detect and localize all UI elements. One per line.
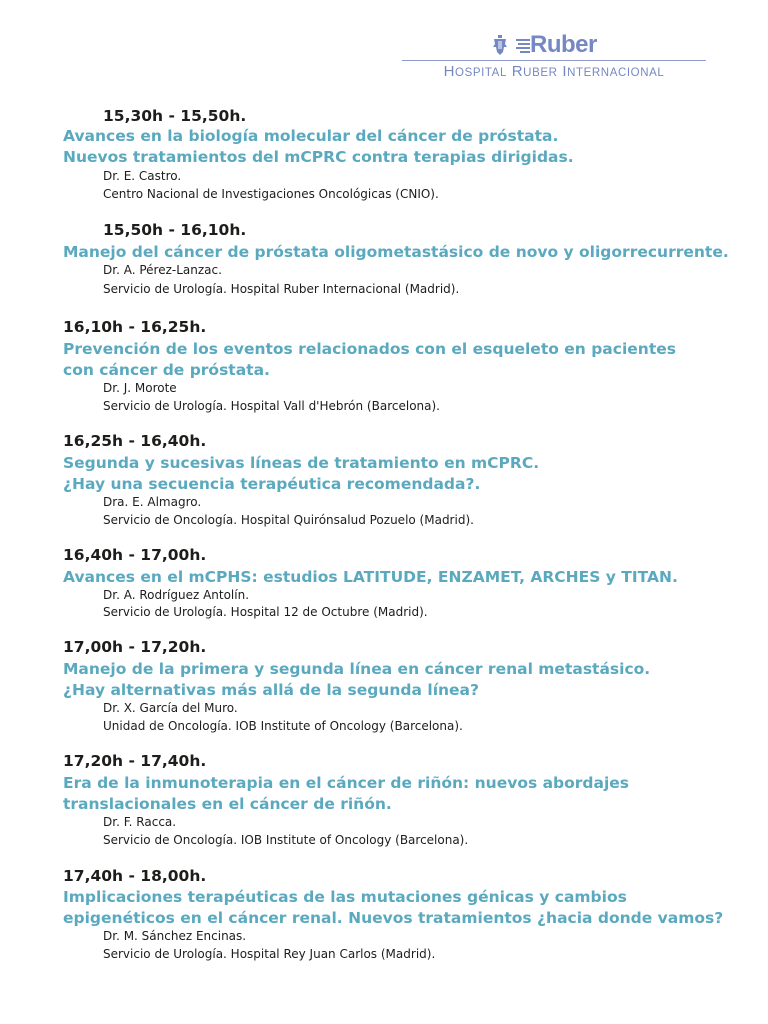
session-affiliation: Unidad de Oncología. IOB Institute of Oncology (Barcelona). — [103, 719, 463, 733]
session-speaker: Dr. A. Rodríguez Antolín. — [103, 588, 250, 602]
session-affiliation: Servicio de Urología. Hospital Vall d'Hebrón (Barcelona). — [103, 399, 440, 413]
crest-icon — [492, 35, 508, 55]
session-speaker: Dr. F. Racca. — [103, 815, 177, 829]
session-title-line: con cáncer de próstata. — [63, 361, 270, 379]
session-affiliation: Servicio de Urología. Hospital 12 de Octubre (Madrid). — [103, 605, 428, 619]
session-title-line: Prevención de los eventos relacionados con el esqueleto en pacientes — [63, 340, 676, 358]
session-title-line: Era de la inmunoterapia en el cáncer de riñón: nuevos abordajes — [63, 774, 630, 792]
session-speaker: Dra. E. Almagro. — [103, 495, 202, 509]
session-title-line: Manejo de la primera y segunda línea en cáncer renal metastásico. — [63, 660, 651, 678]
session-title-line: Avances en la biología molecular del cáncer de próstata. — [63, 127, 559, 145]
session-time: 16,40h - 17,00h. — [63, 546, 207, 564]
arrow-lines-icon — [516, 35, 530, 55]
session-time: 17,00h - 17,20h. — [63, 638, 207, 656]
session-title-line: epigenéticos en el cáncer renal. Nuevos tratamientos ¿hacia donde vamos? — [63, 909, 724, 927]
session-speaker: Dr. M. Sánchez Encinas. — [103, 929, 247, 943]
session-time: 17,40h - 18,00h. — [63, 867, 207, 885]
session-affiliation: Servicio de Oncología. Hospital Quirónsalud Pozuelo (Madrid). — [103, 513, 474, 527]
session-speaker: Dr. E. Castro. — [103, 169, 182, 183]
session-title-line: ¿Hay una secuencia terapéutica recomendada?. — [63, 475, 481, 493]
session-title-line: Avances en el mCPHS: estudios LATITUDE, ENZAMET, ARCHES y TITAN. — [63, 568, 678, 586]
session-time: 15,30h - 15,50h. — [103, 107, 247, 125]
session-title-line: Nuevos tratamientos del mCPRC contra terapias dirigidas. — [63, 148, 574, 166]
session-affiliation: Centro Nacional de Investigaciones Oncológicas (CNIO). — [103, 187, 439, 201]
session-affiliation: Servicio de Urología. Hospital Ruber Internacional (Madrid). — [103, 282, 460, 296]
session-title-line: Segunda y sucesivas líneas de tratamiento en mCPRC. — [63, 454, 540, 472]
logo-divider — [402, 60, 706, 61]
session-time: 16,25h - 16,40h. — [63, 432, 207, 450]
hospital-name: HOSPITAL RUBER INTERNACIONAL — [443, 63, 665, 80]
hospital-logo — [400, 30, 708, 82]
brand-name: Ruber — [530, 31, 597, 58]
session-speaker: Dr. X. García del Muro. — [103, 701, 238, 715]
logo-mark — [492, 32, 597, 58]
ruber-wordmark — [516, 32, 597, 58]
session-title-line: translacionales en el cáncer de riñón. — [63, 795, 392, 813]
session-title-line: Manejo del cáncer de próstata oligometastásico de novo y oligorrecurrente. — [63, 243, 729, 261]
session-title-line: ¿Hay alternativas más allá de la segunda línea? — [63, 681, 480, 699]
session-speaker: Dr. A. Pérez-Lanzac. — [103, 263, 222, 277]
session-title-line: Implicaciones terapéuticas de las mutaciones génicas y cambios — [63, 888, 627, 906]
session-time: 16,10h - 16,25h. — [63, 318, 207, 336]
session-time: 15,50h - 16,10h. — [103, 221, 247, 239]
session-time: 17,20h - 17,40h. — [63, 752, 207, 770]
session-affiliation: Servicio de Oncología. IOB Institute of Oncology (Barcelona). — [103, 833, 469, 847]
session-speaker: Dr. J. Morote — [103, 381, 177, 395]
session-affiliation: Servicio de Urología. Hospital Rey Juan Carlos (Madrid). — [103, 947, 436, 961]
